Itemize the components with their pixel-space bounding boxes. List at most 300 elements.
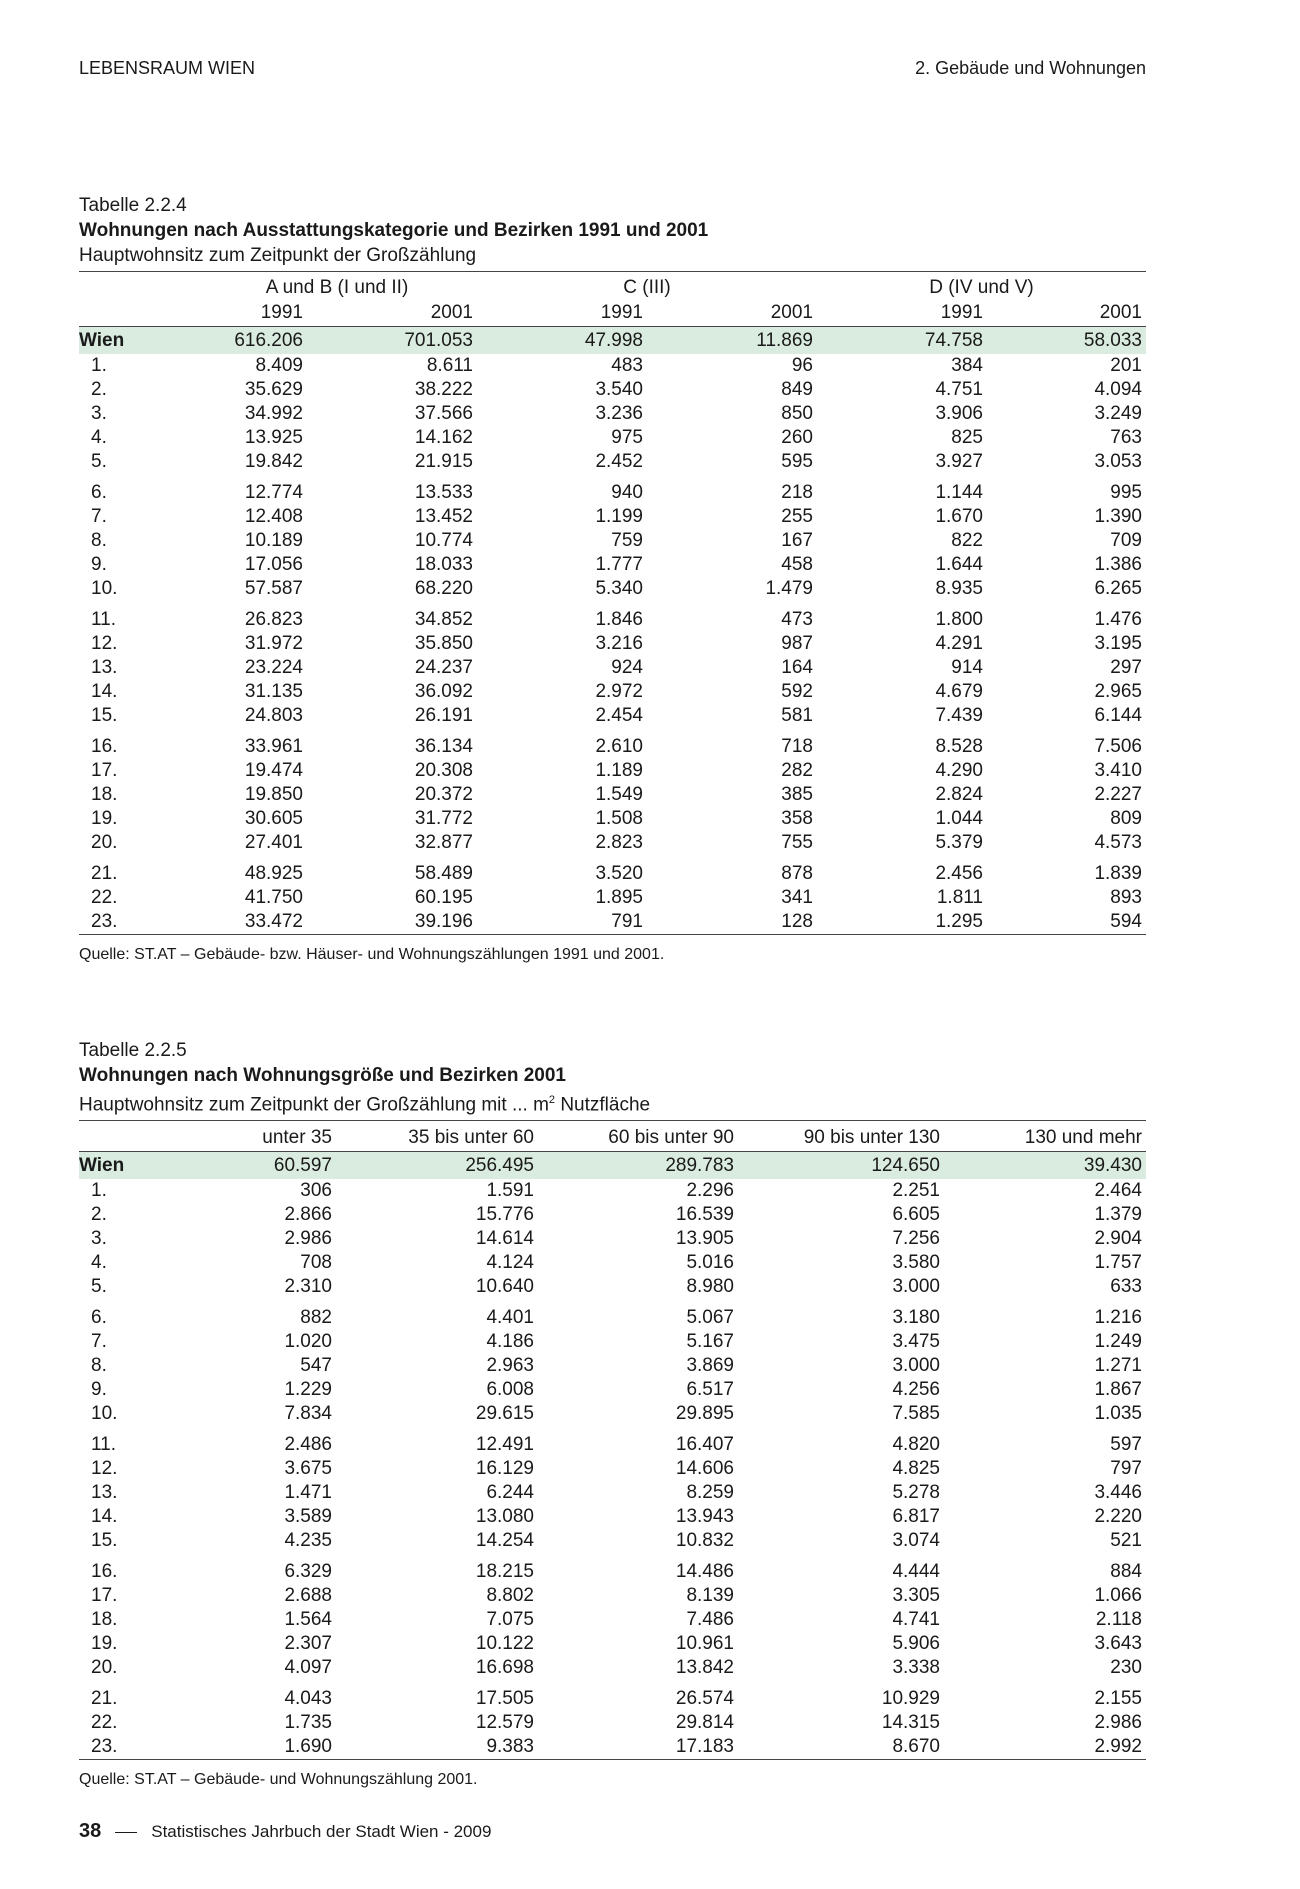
- table-cell: 20.308: [414, 760, 473, 781]
- table-cell: 995: [1110, 482, 1142, 503]
- table-cell: 759: [611, 530, 643, 551]
- table-cell: 1.390: [1094, 506, 1142, 527]
- table-cell: 35.629: [244, 379, 303, 400]
- table-cell: 19.850: [244, 784, 303, 805]
- table-cell: 230: [1110, 1657, 1142, 1679]
- table-cell: 1.199: [595, 506, 643, 527]
- table-cell: 13.943: [675, 1506, 734, 1528]
- table-cell: 1.386: [1094, 554, 1142, 575]
- table-cell: 1.811: [936, 887, 983, 908]
- table-row: [79, 402, 1146, 426]
- row-label: 2.: [91, 379, 107, 400]
- header-blank: [79, 272, 197, 301]
- table-cell: 4.444: [892, 1561, 940, 1583]
- table-cell: 987: [781, 633, 813, 654]
- table-cell: 4.256: [892, 1379, 940, 1401]
- table-row: [79, 783, 1146, 807]
- table-cell: 16.698: [475, 1657, 534, 1679]
- table-cell: 7.585: [892, 1403, 940, 1425]
- table-cell: 1.564: [284, 1609, 332, 1631]
- table-cell: 385: [781, 784, 813, 805]
- table-cell: 16.407: [675, 1434, 734, 1456]
- table-row: [79, 1251, 1146, 1275]
- table-cell: 5.340: [595, 578, 643, 599]
- table-cell: 48.925: [244, 863, 303, 884]
- table-cell: 6.605: [892, 1204, 940, 1226]
- row-label: 23.: [79, 1735, 197, 1760]
- row-label: 17.: [91, 1585, 118, 1607]
- table-row: [79, 1632, 1146, 1656]
- table-cell: 8.259: [686, 1482, 734, 1504]
- row-label: 22.: [91, 1712, 118, 1734]
- table-cell: 2.963: [486, 1355, 534, 1377]
- table-row: [79, 1227, 1146, 1251]
- table-cell: 6.265: [1094, 578, 1142, 599]
- table-cell: 36.092: [414, 681, 473, 702]
- table-cell: 850: [781, 403, 813, 424]
- table-row-total: [79, 1152, 1146, 1180]
- table-cell: 2.456: [935, 863, 983, 884]
- table-row: [79, 1299, 1146, 1330]
- table-cell: 32.877: [414, 832, 473, 853]
- table-cell: 14.486: [675, 1561, 734, 1583]
- table-cell: 3.927: [935, 451, 983, 472]
- table-label: Tabelle 2.2.4: [79, 195, 187, 216]
- table-cell: 2.220: [1094, 1506, 1142, 1528]
- table-title: Wohnungen nach Wohnungsgröße und Bezirken 2001: [79, 1065, 566, 1086]
- table-cell: 2.866: [284, 1204, 332, 1226]
- table-cell: 10.929: [881, 1688, 940, 1710]
- table-cell: 1.735: [284, 1712, 332, 1734]
- table-cell: 11.869: [647, 327, 817, 355]
- table-cell: 289.783: [538, 1152, 738, 1180]
- table-cell: 1.379: [1094, 1204, 1142, 1226]
- table-cell: 2.986: [284, 1228, 332, 1250]
- table-row: [79, 450, 1146, 474]
- table-row: [79, 1354, 1146, 1378]
- table-cell: 124.650: [738, 1152, 944, 1180]
- table-cell: 29.895: [675, 1403, 734, 1425]
- row-label: 23.: [79, 910, 197, 935]
- table-cell: 167: [781, 530, 813, 551]
- table-row: [79, 354, 1146, 378]
- table-cell: 2.155: [1094, 1688, 1142, 1710]
- table-cell: 18.215: [475, 1561, 534, 1583]
- table-cell: 1.066: [1094, 1585, 1142, 1607]
- table-cell: 14.162: [414, 427, 473, 448]
- superscript: 2: [548, 1094, 556, 1106]
- group-header-d: D (IV und V): [817, 272, 1146, 301]
- table-cell: 595: [781, 451, 813, 472]
- table-cell: 1.757: [1094, 1252, 1142, 1274]
- row-label: 16.: [91, 1561, 118, 1583]
- table-row: [79, 1584, 1146, 1608]
- table-2-2-5: [79, 1038, 1146, 1789]
- row-label: 17.: [91, 760, 118, 781]
- table-cell: 4.124: [486, 1252, 534, 1274]
- table-cell: 975: [611, 427, 643, 448]
- row-label: 5.: [91, 1276, 107, 1298]
- table-cell: 521: [1110, 1530, 1142, 1552]
- table-cell: 8.802: [486, 1585, 534, 1607]
- year-header: 2001: [647, 300, 817, 327]
- row-label: 14.: [91, 681, 118, 702]
- table-cell: 1.800: [935, 609, 983, 630]
- table-cell: 547: [300, 1355, 332, 1377]
- table-cell: 12.579: [475, 1712, 534, 1734]
- table-cell: 41.750: [244, 887, 303, 908]
- table-cell: 35.850: [414, 633, 473, 654]
- table-cell: 8.409: [255, 355, 303, 376]
- group-header-ab: A und B (I und II): [197, 272, 477, 301]
- row-label: 12.: [91, 633, 118, 654]
- table-cell: 17.183: [538, 1735, 738, 1760]
- row-label: 6.: [91, 1307, 107, 1329]
- table-row: [79, 1735, 1146, 1760]
- table-row: [79, 553, 1146, 577]
- table-caption: [79, 193, 1146, 268]
- table-cell: 10.832: [675, 1530, 734, 1552]
- table-cell: 24.237: [414, 657, 473, 678]
- row-label: 11.: [91, 1434, 117, 1456]
- table-label: Tabelle 2.2.5: [79, 1040, 187, 1061]
- table-cell: 1.690: [197, 1735, 336, 1760]
- table-cell: 20.372: [414, 784, 473, 805]
- table-cell: 3.195: [1094, 633, 1142, 654]
- table-cell: 4.679: [935, 681, 983, 702]
- table-cell: 3.000: [892, 1355, 940, 1377]
- table-cell: 8.670: [738, 1735, 944, 1760]
- table-cell: 4.290: [935, 760, 983, 781]
- table-cell: 2.118: [1095, 1609, 1142, 1631]
- table-cell: 1.295: [817, 910, 987, 935]
- table-cell: 8.528: [935, 736, 983, 757]
- table-cell: 31.772: [414, 808, 473, 829]
- table-cell: 10.774: [414, 530, 473, 551]
- table-row: [79, 1179, 1146, 1203]
- row-label: 7.: [91, 506, 107, 527]
- year-header: 1991: [817, 300, 987, 327]
- table-cell: 914: [951, 657, 983, 678]
- table-cell: 1.839: [1094, 863, 1142, 884]
- table-cell: 26.574: [675, 1688, 734, 1710]
- table-cell: 3.589: [284, 1506, 332, 1528]
- table-cell: 164: [781, 657, 813, 678]
- row-label: Wien: [79, 1152, 197, 1180]
- table-cell: 2.227: [1094, 784, 1142, 805]
- table-row: [79, 1275, 1146, 1299]
- row-label: 20.: [91, 1657, 118, 1679]
- table-row: [79, 1203, 1146, 1227]
- table-cell: 24.803: [244, 705, 303, 726]
- row-label: 4.: [91, 1252, 107, 1274]
- table-cell: 5.906: [892, 1633, 940, 1655]
- table-cell: 3.338: [892, 1657, 940, 1679]
- table-cell: 306: [300, 1180, 332, 1202]
- row-label: 8.: [91, 1355, 107, 1377]
- table-body: [79, 327, 1146, 935]
- table-row: [79, 577, 1146, 601]
- row-label: 3.: [91, 403, 107, 424]
- table-title: Wohnungen nach Ausstattungskategorie und Bezirken 1991 und 2001: [79, 220, 709, 241]
- year-header: 1991: [477, 300, 647, 327]
- table-cell: 19.474: [244, 760, 303, 781]
- table-source: Quelle: ST.AT – Gebäude- und Wohnungszählung 2001.: [79, 1771, 478, 1789]
- table-cell: 825: [951, 427, 983, 448]
- table-cell: 7.834: [284, 1403, 332, 1425]
- table-cell: 1.549: [595, 784, 643, 805]
- table-cell: 6.008: [486, 1379, 534, 1401]
- row-label: 9.: [91, 1379, 107, 1401]
- table-cell: 483: [611, 355, 643, 376]
- row-label: 12.: [91, 1458, 118, 1480]
- header-blank: [79, 300, 197, 327]
- table-cell: 2.992: [944, 1735, 1146, 1760]
- table-cell: 201: [1110, 355, 1142, 376]
- row-label: 8.: [91, 530, 107, 551]
- table-cell: 36.134: [414, 736, 473, 757]
- table-cell: 6.329: [284, 1561, 332, 1583]
- table-cell: 2.986: [1094, 1712, 1142, 1734]
- row-label: 10.: [91, 578, 118, 599]
- table-cell: 633: [1110, 1276, 1142, 1298]
- table-cell: 473: [781, 609, 813, 630]
- table-cell: 4.401: [486, 1307, 534, 1329]
- subtitle-text: Hauptwohnsitz zum Zeitpunkt der Großzählung mit ... m: [79, 1094, 549, 1116]
- table-cell: 7.075: [486, 1609, 534, 1631]
- table-cell: 2.452: [595, 451, 643, 472]
- row-label: 20.: [91, 832, 118, 853]
- page-header: [79, 58, 1146, 82]
- table-row: [79, 1656, 1146, 1680]
- table-cell: 4.573: [1094, 832, 1142, 853]
- table-cell: 878: [781, 863, 813, 884]
- table-cell: 34.852: [414, 609, 473, 630]
- table-cell: 893: [1110, 887, 1142, 908]
- table-row: [79, 1457, 1146, 1481]
- table-cell: 3.580: [892, 1252, 940, 1274]
- table-cell: 1.020: [284, 1331, 332, 1353]
- row-label: 1.: [91, 355, 107, 376]
- table-cell: 1.476: [1094, 609, 1142, 630]
- column-header: 60 bis unter 90: [538, 1121, 738, 1152]
- table-cell: 884: [1110, 1561, 1142, 1583]
- data-table: [79, 1120, 1146, 1760]
- table-cell: 7.506: [1094, 736, 1142, 757]
- table-cell: 12.491: [475, 1434, 534, 1456]
- table-cell: 5.016: [686, 1252, 734, 1274]
- table-row: [79, 1402, 1146, 1426]
- table-row: [79, 474, 1146, 505]
- table-row: [79, 1680, 1146, 1711]
- table-cell: 3.000: [892, 1276, 940, 1298]
- table-cell: 47.998: [477, 327, 647, 355]
- year-header: 2001: [987, 300, 1146, 327]
- page-footer: [79, 1820, 491, 1846]
- table-cell: 5.067: [686, 1307, 734, 1329]
- row-label: 11.: [91, 609, 117, 630]
- row-label: 10.: [91, 1403, 118, 1425]
- table-row: [79, 1529, 1146, 1553]
- table-cell: 2.251: [892, 1180, 940, 1202]
- table-cell: 13.533: [414, 482, 473, 503]
- table-cell: 33.961: [244, 736, 303, 757]
- table-cell: 809: [1110, 808, 1142, 829]
- table-cell: 1.044: [935, 808, 983, 829]
- table-cell: 4.186: [486, 1331, 534, 1353]
- table-cell: 74.758: [817, 327, 987, 355]
- table-cell: 30.605: [244, 808, 303, 829]
- table-cell: 2.965: [1094, 681, 1142, 702]
- table-row: [79, 855, 1146, 886]
- row-label: 21.: [91, 1688, 118, 1710]
- row-label: Wien: [79, 327, 197, 355]
- column-header: unter 35: [197, 1121, 336, 1152]
- table-cell: 10.640: [475, 1276, 534, 1298]
- table-cell: 256.495: [336, 1152, 538, 1180]
- column-header: 130 und mehr: [944, 1121, 1146, 1152]
- table-cell: 3.675: [284, 1458, 332, 1480]
- table-cell: 26.823: [244, 609, 303, 630]
- table-row: [79, 1711, 1146, 1735]
- table-cell: 581: [781, 705, 813, 726]
- table-row: [79, 1481, 1146, 1505]
- table-cell: 6.517: [686, 1379, 734, 1401]
- table-row: [79, 1505, 1146, 1529]
- table-cell: 3.520: [595, 863, 643, 884]
- table-cell: 1.479: [765, 578, 813, 599]
- table-cell: 31.135: [244, 681, 303, 702]
- table-cell: 341: [781, 887, 813, 908]
- column-header: 35 bis unter 60: [336, 1121, 538, 1152]
- table-cell: 260: [781, 427, 813, 448]
- table-cell: 4.097: [284, 1657, 332, 1679]
- table-cell: 2.610: [595, 736, 643, 757]
- table-row: [79, 505, 1146, 529]
- subtitle-text-end: Nutzfläche: [555, 1094, 651, 1116]
- table-cell: 14.614: [475, 1228, 534, 1250]
- table-cell: 763: [1110, 427, 1142, 448]
- row-label: 19.: [91, 808, 118, 829]
- table-cell: 3.249: [1094, 403, 1142, 424]
- table-cell: 1.189: [595, 760, 643, 781]
- table-cell: 10.189: [244, 530, 303, 551]
- table-cell: 4.094: [1094, 379, 1142, 400]
- table-cell: 2.824: [935, 784, 983, 805]
- table-row: [79, 1426, 1146, 1457]
- table-cell: 616.206: [197, 327, 307, 355]
- table-row: [79, 1330, 1146, 1354]
- table-cell: 23.224: [244, 657, 303, 678]
- table-cell: 19.842: [244, 451, 303, 472]
- table-cell: 5.379: [935, 832, 983, 853]
- table-cell: 1.846: [595, 609, 643, 630]
- row-label: 18.: [91, 1609, 118, 1631]
- table-cell: 4.291: [935, 633, 983, 654]
- table-cell: 60.195: [414, 887, 473, 908]
- table-cell: 15.776: [475, 1204, 534, 1226]
- table-row: [79, 807, 1146, 831]
- table-cell: 14.254: [475, 1530, 534, 1552]
- row-label: 3.: [91, 1228, 107, 1250]
- table-cell: 5.278: [892, 1482, 940, 1504]
- table-cell: 1.777: [595, 554, 643, 575]
- publication-title: Statistisches Jahrbuch der Stadt Wien - 2009: [151, 1822, 492, 1841]
- table-cell: 3.446: [1094, 1482, 1142, 1504]
- table-cell: 255: [781, 506, 813, 527]
- row-label: 18.: [91, 784, 118, 805]
- table-cell: 5.167: [686, 1331, 734, 1353]
- row-label: 1.: [91, 1180, 107, 1202]
- row-label: 5.: [91, 451, 107, 472]
- table-cell: 384: [951, 355, 983, 376]
- table-cell: 33.472: [197, 910, 307, 935]
- table-cell: 2.296: [686, 1180, 734, 1202]
- table-cell: 594: [987, 910, 1146, 935]
- table-cell: 13.925: [244, 427, 303, 448]
- table-cell: 17.056: [244, 554, 303, 575]
- table-row: [79, 1608, 1146, 1632]
- table-cell: 3.216: [595, 633, 643, 654]
- table-cell: 58.489: [414, 863, 473, 884]
- table-cell: 18.033: [414, 554, 473, 575]
- table-row: [79, 886, 1146, 910]
- row-label: 9.: [91, 554, 107, 575]
- table-cell: 1.249: [1094, 1331, 1142, 1353]
- table-row: [79, 759, 1146, 783]
- page-number: 38: [79, 1820, 102, 1842]
- table-cell: 16.129: [475, 1458, 534, 1480]
- footer-dash: [115, 1832, 137, 1833]
- table-cell: 8.611: [426, 355, 473, 376]
- column-header: 90 bis unter 130: [738, 1121, 944, 1152]
- table-row: [79, 426, 1146, 450]
- table-cell: 718: [781, 736, 813, 757]
- table-cell: 3.643: [1094, 1633, 1142, 1655]
- year-header: 1991: [197, 300, 307, 327]
- table-body: [79, 1152, 1146, 1760]
- table-row: [79, 529, 1146, 553]
- row-label: 15.: [91, 1530, 118, 1552]
- table-cell: 10.122: [475, 1633, 534, 1655]
- table-cell: 1.508: [595, 808, 643, 829]
- table-cell: 2.904: [1094, 1228, 1142, 1250]
- table-cell: 13.452: [414, 506, 473, 527]
- table-row: [79, 704, 1146, 728]
- table-cell: 4.043: [284, 1688, 332, 1710]
- table-cell: 2.823: [595, 832, 643, 853]
- table-cell: 4.825: [892, 1458, 940, 1480]
- table-cell: 297: [1110, 657, 1142, 678]
- table-cell: 27.401: [244, 832, 303, 853]
- table-cell: 2.688: [284, 1585, 332, 1607]
- table-cell: 1.670: [935, 506, 983, 527]
- table-cell: 4.235: [284, 1530, 332, 1552]
- table-cell: 1.271: [1094, 1355, 1142, 1377]
- table-row: [79, 378, 1146, 402]
- table-cell: 39.196: [307, 910, 477, 935]
- table-cell: 21.915: [414, 451, 473, 472]
- table-cell: 924: [611, 657, 643, 678]
- table-cell: 2.310: [284, 1276, 332, 1298]
- group-header-c: C (III): [477, 272, 817, 301]
- table-cell: 3.053: [1094, 451, 1142, 472]
- table-cell: 1.895: [595, 887, 643, 908]
- table-2-2-4: [79, 193, 1146, 964]
- table-row: [79, 728, 1146, 759]
- table-cell: 7.439: [935, 705, 983, 726]
- table-cell: 26.191: [414, 705, 473, 726]
